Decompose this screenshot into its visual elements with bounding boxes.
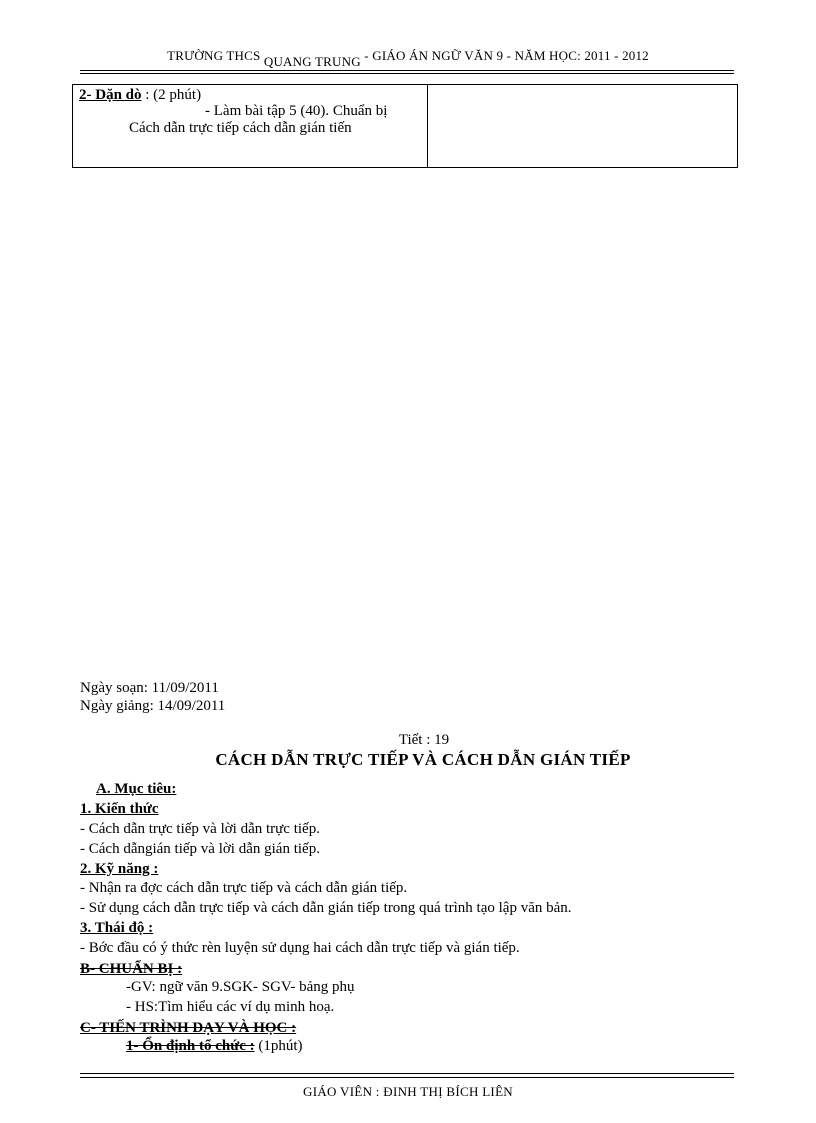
- knowledge-item-2: - Cách dẫngián tiếp và lời dẫn gián tiếp.: [80, 841, 320, 857]
- page-header: [0, 48, 816, 69]
- header-rule-thin: [80, 70, 734, 71]
- date-prepared: Ngày soạn: 11/09/2011: [80, 680, 219, 696]
- section-knowledge-heading: 1. Kiến thức: [80, 801, 159, 817]
- section-skills-heading: 2. Kỹ năng :: [80, 861, 159, 877]
- section-a-heading: A. Mục tiêu:: [96, 781, 177, 797]
- section-attitude-heading: 3. Thái độ :: [80, 920, 154, 936]
- skills-item-1: - Nhận ra đợc cách dẫn trực tiếp và cách dẫn gián tiếp.: [80, 880, 408, 896]
- homework-heading-line: [79, 87, 201, 104]
- lesson-number: Tiết : 19: [398, 732, 450, 748]
- footer-rule-thin: [80, 1077, 734, 1078]
- procedure-item-1-heading: 1- Ổn định tổ chức :: [126, 1038, 255, 1054]
- table-column-divider: [427, 85, 428, 167]
- lesson-title: CÁCH DẪN TRỰC TIẾP VÀ CÁCH DẪN GIÁN TIẾP: [215, 750, 631, 769]
- preparation-students: - HS:Tìm hiểu các ví dụ minh hoạ.: [126, 999, 335, 1015]
- preparation-teacher: -GV: ngữ văn 9.SGK- SGV- bảng phụ: [126, 979, 355, 995]
- procedure-item-1: [126, 1038, 303, 1055]
- procedure-item-1-duration: (1phút): [258, 1038, 303, 1054]
- section-b-heading: B- CHUẨN BỊ :: [80, 961, 183, 977]
- skills-item-2: - Sử dụng cách dẫn trực tiếp và cách dẫn gián tiếp trong quá trình tạo lập văn bản.: [80, 900, 572, 916]
- header-school-name: QUANG TRUNG: [263, 54, 361, 69]
- header-school: TRƯỜNG THCS: [167, 48, 261, 63]
- header-subject-year: - GIÁO ÁN NGỮ VĂN 9 - NĂM HỌC: 2011 - 2012: [364, 48, 649, 63]
- homework-table: [72, 84, 738, 168]
- homework-duration: : (2 phút): [145, 87, 202, 103]
- date-taught: Ngày giảng: 14/09/2011: [80, 698, 226, 714]
- attitude-item-1: - Bớc đầu có ý thức rèn luyện sử dụng hai cách dẫn trực tiếp và gián tiếp.: [80, 940, 520, 956]
- header-rule-thick: [80, 73, 734, 74]
- footer-rule-thick: [80, 1073, 734, 1074]
- homework-heading: 2- Dặn dò: [79, 87, 142, 103]
- homework-line-3: Cách dẫn trực tiếp cách dẫn gián tiến: [129, 120, 352, 136]
- page-footer: GIÁO VIÊN : ĐINH THỊ BÍCH LIÊN: [303, 1084, 513, 1099]
- knowledge-item-1: - Cách dẫn trực tiếp và lời dẫn trực tiếp.: [80, 821, 320, 837]
- homework-line-2: - Làm bài tập 5 (40). Chuẩn bị: [205, 103, 388, 119]
- section-c-heading: C- TIẾN TRÌNH DẠY VÀ HỌC :: [80, 1020, 297, 1036]
